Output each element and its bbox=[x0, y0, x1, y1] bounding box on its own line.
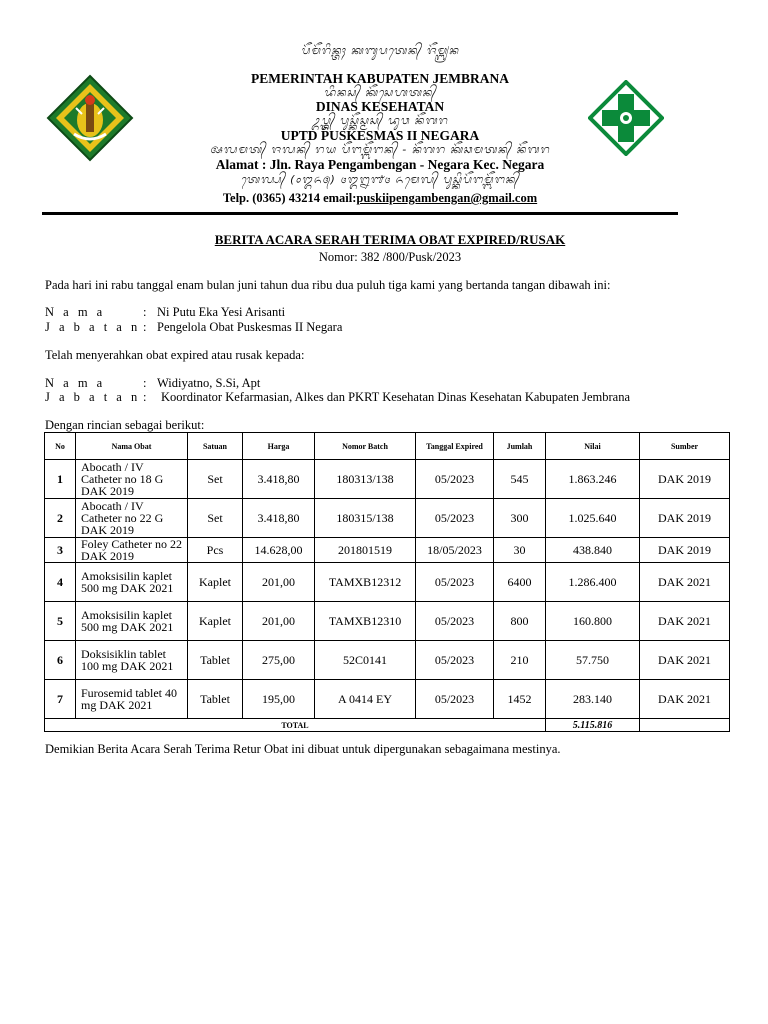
cell-batch: TAMXB12310 bbox=[315, 602, 416, 641]
cell-name: Furosemid tablet 40 mg DAK 2021 bbox=[76, 680, 188, 719]
cell-price: 275,00 bbox=[243, 641, 315, 680]
cell-batch: 180313/138 bbox=[315, 460, 416, 499]
table-row bbox=[45, 460, 730, 499]
colon: : bbox=[143, 305, 147, 319]
cell-qty: 800 bbox=[494, 602, 546, 641]
party2-position-row bbox=[45, 390, 630, 405]
party1-position-row bbox=[45, 320, 342, 335]
cell-unit: Tablet bbox=[188, 680, 243, 719]
cell-no: 2 bbox=[45, 499, 76, 538]
cell-price: 201,00 bbox=[243, 602, 315, 641]
total-empty-cell bbox=[640, 719, 730, 732]
document-title: BERITA ACARA SERAH TERIMA OBAT EXPIRED/RUSAK bbox=[214, 232, 566, 247]
table-row bbox=[45, 641, 730, 680]
cell-price: 14.628,00 bbox=[243, 538, 315, 563]
table-row bbox=[45, 563, 730, 602]
cell-qty: 6400 bbox=[494, 563, 546, 602]
cell-expired: 05/2023 bbox=[416, 499, 494, 538]
total-value: 5.115.816 bbox=[546, 719, 640, 732]
party1-name: Ni Putu Eka Yesi Arisanti bbox=[157, 305, 286, 319]
cell-name: Foley Catheter no 22 DAK 2019 bbox=[76, 538, 188, 563]
cell-source: DAK 2021 bbox=[640, 563, 730, 602]
cell-no: 5 bbox=[45, 602, 76, 641]
cell-unit: Kaplet bbox=[188, 602, 243, 641]
cell-batch: 180315/138 bbox=[315, 499, 416, 538]
cell-unit: Set bbox=[188, 460, 243, 499]
balinese-script-line: ᬤᬶᬦᬲ᭄ ᬓᭂᬲᬾᬳᬢᬦ᭄ bbox=[323, 86, 437, 99]
opening-paragraph: Pada hari ini rabu tanggal enam bulan juni tahun dua ribu dua puluh tiga kami yang bertanda tangan dibawah ini: bbox=[45, 278, 611, 292]
cell-value: 1.863.246 bbox=[546, 460, 640, 499]
cell-source: DAK 2019 bbox=[640, 460, 730, 499]
cell-batch: A 0414 EY bbox=[315, 680, 416, 719]
cell-qty: 210 bbox=[494, 641, 546, 680]
name-label: N a m a bbox=[45, 376, 106, 390]
document-number: Nomor: 382 /800/Pusk/2023 bbox=[318, 250, 462, 264]
cell-name: Abocath / IV Catheter no 22 G DAK 2019 bbox=[76, 499, 188, 538]
closing-paragraph: Demikian Berita Acara Serah Terima Retur Obat ini dibuat untuk dipergunakan sebagaimana mestinya. bbox=[45, 742, 561, 756]
cell-name: Doksisiklin tablet 100 mg DAK 2021 bbox=[76, 641, 188, 680]
cell-qty: 545 bbox=[494, 460, 546, 499]
cell-no: 1 bbox=[45, 460, 76, 499]
cell-name: Amoksisilin kaplet 500 mg DAK 2021 bbox=[76, 563, 188, 602]
header-batch: Nomor Batch bbox=[315, 433, 416, 460]
cell-no: 3 bbox=[45, 538, 76, 563]
balinese-script-line: ᬢᬾᬮ᭄ᬧ᭄ (᭐᭓᭖᭕) ᭔᭓᭒᭑᭔ ᬏᬫᬾᬮ᭄ ᬧᬸᬲ᭄ᬓᬶᬧᭂᬗᬫ᭄ᬩᭂᬗᬦ᭄ bbox=[240, 173, 520, 186]
cell-unit: Kaplet bbox=[188, 563, 243, 602]
colon: : bbox=[143, 320, 147, 334]
cell-unit: Set bbox=[188, 499, 243, 538]
cell-price: 201,00 bbox=[243, 563, 315, 602]
address: Alamat : Jln. Raya Pengambengan - Negara Kec. Negara bbox=[215, 157, 545, 172]
colon: : bbox=[143, 390, 147, 404]
cell-value: 1.025.640 bbox=[546, 499, 640, 538]
cell-value: 1.286.400 bbox=[546, 563, 640, 602]
cell-price: 195,00 bbox=[243, 680, 315, 719]
cell-qty: 1452 bbox=[494, 680, 546, 719]
balinese-script-line: ᬉᬧ᭄ᬢ᭄ᬤ᭄ ᬧᬸᬲ᭄ᬓᭂᬲ᭄ᬫᬲ᭄ ᬤᬸᬯ ᬦᭂᬕᬭ bbox=[311, 114, 449, 127]
header-price: Harga bbox=[243, 433, 315, 460]
cell-name: Abocath / IV Catheter no 18 G DAK 2019 bbox=[76, 460, 188, 499]
party2-position: Koordinator Kefarmasian, Alkes dan PKRT Kesehatan Dinas Kesehatan Kabupaten Jembrana bbox=[161, 390, 631, 404]
table-header-row bbox=[45, 433, 730, 460]
cell-batch: 201801519 bbox=[315, 538, 416, 563]
expired-drugs-table bbox=[44, 432, 730, 732]
cell-price: 3.418,80 bbox=[243, 499, 315, 538]
balinese-script-line: ᬅᬮᬫᬢ᭄ ᬚᬮᬦ᭄ ᬭᬬ ᬧᭂᬗᬫ᭄ᬩᭂᬗᬦ᭄ - ᬦᭂᬕᬭ ᬓᭂᬘᬫᬢᬦ᭄ ᬦᭂᬕᬭ bbox=[210, 143, 550, 156]
cell-no: 7 bbox=[45, 680, 76, 719]
cell-expired: 05/2023 bbox=[416, 680, 494, 719]
total-label: TOTAL bbox=[45, 719, 546, 732]
table-row bbox=[45, 680, 730, 719]
cell-batch: 52C0141 bbox=[315, 641, 416, 680]
cell-value: 160.800 bbox=[546, 602, 640, 641]
cell-expired: 05/2023 bbox=[416, 641, 494, 680]
government-name: PEMERINTAH KABUPATEN JEMBRANA bbox=[250, 71, 509, 86]
letterhead bbox=[0, 0, 768, 220]
header-no: No bbox=[45, 433, 76, 460]
cell-source: DAK 2021 bbox=[640, 641, 730, 680]
cell-value: 57.750 bbox=[546, 641, 640, 680]
header-value: Nilai bbox=[546, 433, 640, 460]
balinese-script-line: ᬧᭂᬫᭂᬭᬶᬦ᭄ᬢᬄ ᬓᬩᬸᬧᬢᬾᬦ᭄ ᬚᭂᬫ᭄ᬩ᭄ᬭᬦ bbox=[300, 44, 460, 57]
cell-source: DAK 2021 bbox=[640, 680, 730, 719]
cell-value: 283.140 bbox=[546, 680, 640, 719]
header-source: Sumber bbox=[640, 433, 730, 460]
party2-name: Widiyatno, S.Si, Apt bbox=[157, 376, 261, 390]
header-unit: Satuan bbox=[188, 433, 243, 460]
cell-source: DAK 2019 bbox=[640, 499, 730, 538]
party1-position: Pengelola Obat Puskesmas II Negara bbox=[157, 320, 343, 334]
cell-source: DAK 2021 bbox=[640, 602, 730, 641]
cell-unit: Pcs bbox=[188, 538, 243, 563]
cell-price: 3.418,80 bbox=[243, 460, 315, 499]
position-label: J a b a t a n bbox=[45, 320, 141, 334]
puskesmas-cross-logo bbox=[588, 80, 664, 156]
department-name: DINAS KESEHATAN bbox=[315, 99, 445, 114]
telp-label: Telp. (0365) 43214 email: bbox=[222, 191, 357, 205]
unit-name: UPTD PUSKESMAS II NEGARA bbox=[280, 128, 480, 143]
name-label: N a m a bbox=[45, 305, 106, 319]
table-total-row bbox=[45, 719, 730, 732]
contact-line bbox=[120, 191, 640, 206]
cell-qty: 30 bbox=[494, 538, 546, 563]
cell-expired: 05/2023 bbox=[416, 563, 494, 602]
cell-batch: TAMXB12312 bbox=[315, 563, 416, 602]
email-link[interactable]: puskiipengambengan@gmail.com bbox=[356, 191, 538, 205]
cell-expired: 18/05/2023 bbox=[416, 538, 494, 563]
cell-expired: 05/2023 bbox=[416, 460, 494, 499]
header-divider bbox=[42, 212, 678, 215]
details-intro: Dengan rincian sebagai berikut: bbox=[45, 418, 205, 432]
table-row bbox=[45, 499, 730, 538]
header-qty: Jumlah bbox=[494, 433, 546, 460]
cell-qty: 300 bbox=[494, 499, 546, 538]
cell-unit: Tablet bbox=[188, 641, 243, 680]
cell-no: 6 bbox=[45, 641, 76, 680]
position-label: J a b a t a n bbox=[45, 390, 141, 404]
table-row bbox=[45, 602, 730, 641]
table-row bbox=[45, 538, 730, 563]
handover-paragraph: Telah menyerahkan obat expired atau rusak kepada: bbox=[45, 348, 305, 362]
cell-name: Amoksisilin kaplet 500 mg DAK 2021 bbox=[76, 602, 188, 641]
header-expired: Tanggal Expired bbox=[416, 433, 494, 460]
party1-name-row bbox=[45, 305, 285, 320]
cell-no: 4 bbox=[45, 563, 76, 602]
cell-value: 438.840 bbox=[546, 538, 640, 563]
party2-name-row bbox=[45, 376, 260, 391]
colon: : bbox=[143, 376, 147, 390]
cell-source: DAK 2019 bbox=[640, 538, 730, 563]
header-name: Nama Obat bbox=[76, 433, 188, 460]
cell-expired: 05/2023 bbox=[416, 602, 494, 641]
